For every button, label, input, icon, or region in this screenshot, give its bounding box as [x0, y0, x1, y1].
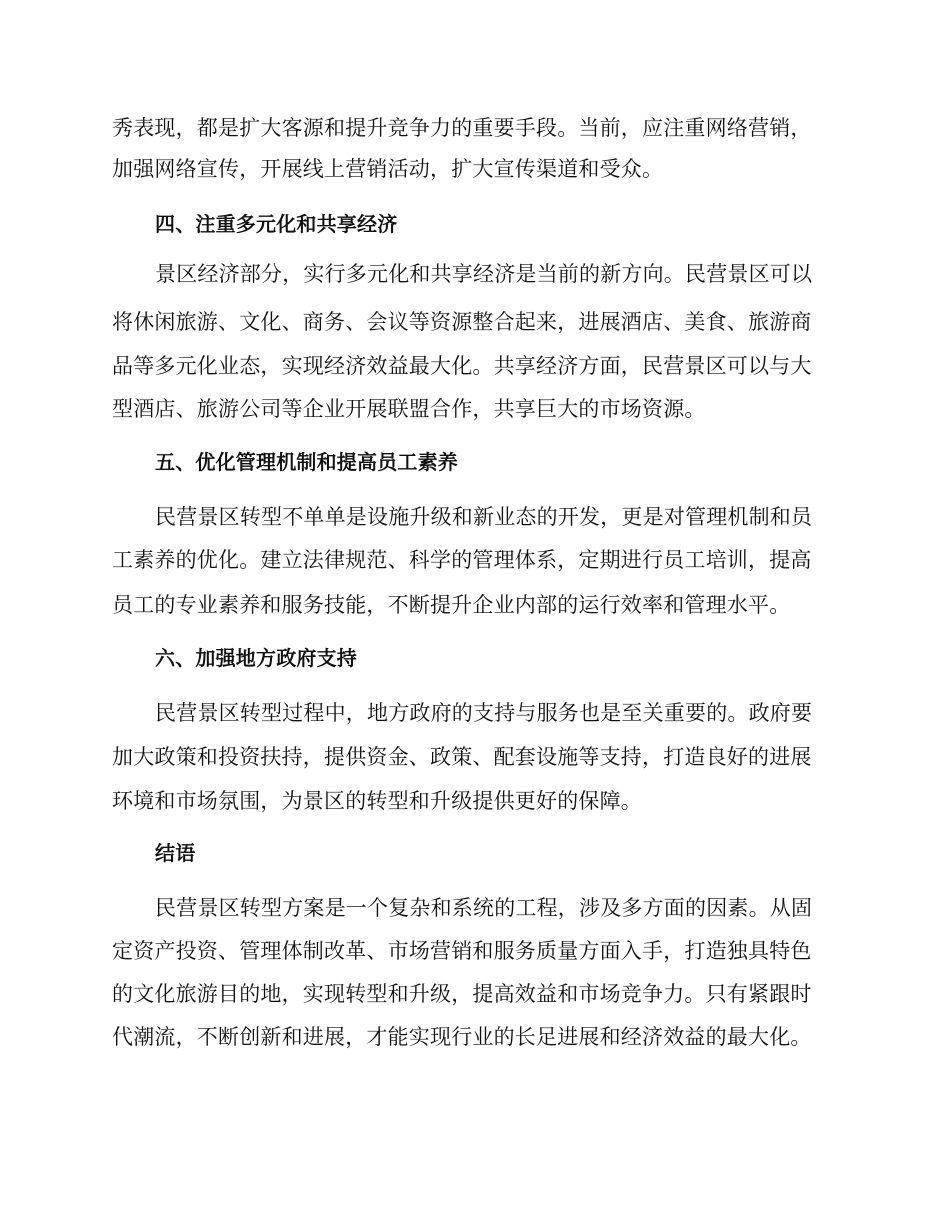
paragraph-line: 员工的专业素养和服务技能，不断提升企业内部的运行效率和管理水平。: [112, 593, 791, 617]
paragraph-line: 工素养的优化。建立法律规范、科学的管理体系，定期进行员工培训，提高: [112, 548, 812, 572]
paragraph-line: 民营景区转型方案是一个复杂和系统的工程，涉及多方面的因素。从固: [155, 896, 813, 920]
paragraph-line: 民营景区转型过程中，地方政府的支持与服务也是至关重要的。政府要: [155, 701, 813, 725]
section-heading-conclusion: 结语: [155, 841, 196, 865]
paragraph-line: 代潮流，不断创新和进展，才能实现行业的长足进展和经济效益的最大化。: [112, 1025, 812, 1049]
section-heading-5: 五、优化管理机制和提高员工素养: [155, 450, 458, 474]
paragraph-line: 环境和市场氛围，为景区的转型和升级提供更好的保障。: [112, 789, 642, 813]
paragraph-line: 民营景区转型不单单是设施升级和新业态的开发，更是对管理机制和员: [155, 505, 813, 529]
paragraph-line: 的文化旅游目的地，实现转型和升级，提高效益和市场竞争力。只有紧跟时: [112, 982, 812, 1006]
section-heading-4: 四、注重多元化和共享经济: [155, 212, 398, 236]
paragraph-line: 秀表现，都是扩大客源和提升竞争力的重要手段。当前，应注重网络营销，: [112, 116, 812, 140]
paragraph-line: 景区经济部分，实行多元化和共享经济是当前的新方向。民营景区可以: [155, 262, 813, 286]
paragraph-line: 型酒店、旅游公司等企业开展联盟合作，共享巨大的市场资源。: [112, 397, 706, 421]
section-heading-6: 六、加强地方政府支持: [155, 646, 357, 670]
paragraph-line: 加大政策和投资扶持，提供资金、政策、配套设施等支持，打造良好的进展: [112, 745, 812, 769]
paragraph-line: 将休闲旅游、文化、商务、会议等资源整合起来，进展酒店、美食、旅游商: [112, 310, 812, 334]
paragraph-line: 加强网络宣传，开展线上营销活动，扩大宣传渠道和受众。: [112, 157, 664, 181]
paragraph-line: 定资产投资、管理体制改革、市场营销和服务质量方面入手，打造独具特色: [112, 939, 812, 963]
paragraph-line: 品等多元化业态，实现经济效益最大化。共享经济方面，民营景区可以与大: [112, 354, 812, 378]
